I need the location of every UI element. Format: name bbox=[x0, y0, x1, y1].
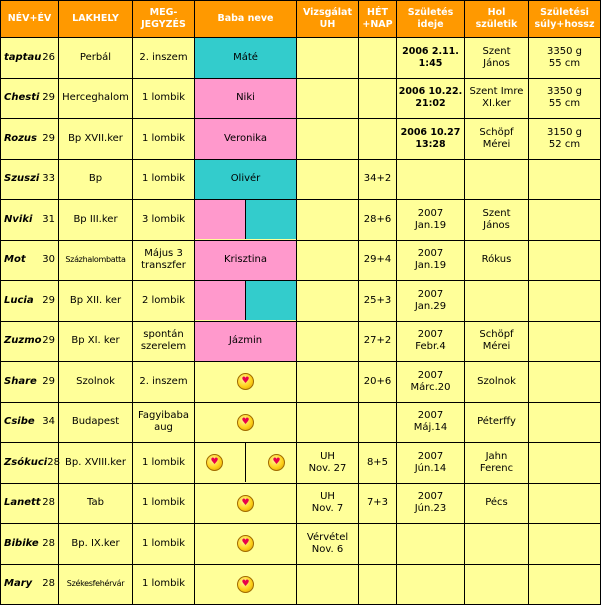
weight-length: 3150 g 52 cm bbox=[547, 126, 582, 150]
header-residence: LAKHELY bbox=[59, 1, 133, 38]
cell-weight-length bbox=[529, 38, 601, 79]
cell-baby bbox=[195, 362, 297, 403]
cell-birth-place bbox=[465, 443, 529, 484]
header-note: MEG- JEGYZÉS bbox=[133, 1, 195, 38]
cell-birth-date bbox=[397, 281, 465, 322]
cell-week-day bbox=[359, 159, 397, 200]
cell-birth-place bbox=[465, 483, 529, 524]
note: 2 lombik bbox=[141, 294, 186, 306]
cell-name-age bbox=[1, 524, 59, 565]
birth-place: Jahn Ferenc bbox=[479, 450, 514, 474]
cell-birth-date bbox=[397, 483, 465, 524]
baby-name: Veronika bbox=[223, 132, 268, 144]
birth-date: 2007 Febr.4 bbox=[415, 329, 446, 353]
cell-note bbox=[133, 402, 195, 443]
cell-birth-date bbox=[397, 524, 465, 565]
girl-swatch bbox=[195, 200, 245, 239]
week-day: 7+3 bbox=[366, 497, 389, 509]
table-row bbox=[1, 321, 601, 362]
cell-week-day bbox=[359, 402, 397, 443]
cell-birth-place bbox=[465, 321, 529, 362]
note: 3 lombik bbox=[141, 213, 186, 225]
header-name-age: NÉV+ÉV bbox=[1, 1, 59, 38]
residence: Székesfehérvár bbox=[66, 579, 125, 589]
nickname: Bibike bbox=[4, 537, 39, 549]
cell-week-day bbox=[359, 524, 397, 565]
cell-week-day bbox=[359, 443, 397, 484]
weight-length: 3350 g 55 cm bbox=[547, 86, 582, 110]
twin-hearts bbox=[195, 443, 296, 482]
nickname: taptau bbox=[4, 51, 42, 63]
nickname: Rozus bbox=[4, 132, 37, 144]
cell-birth-place bbox=[465, 78, 529, 119]
cell-residence bbox=[59, 483, 133, 524]
note: 1 lombik bbox=[141, 132, 186, 144]
cell-ultrasound bbox=[297, 564, 359, 605]
cell-birth-date bbox=[397, 402, 465, 443]
cell-birth-date bbox=[397, 240, 465, 281]
cell-birth-place bbox=[465, 119, 529, 160]
cell-note bbox=[133, 281, 195, 322]
age: 34 bbox=[42, 416, 55, 428]
cell-residence bbox=[59, 564, 133, 605]
table-row bbox=[1, 443, 601, 484]
header-weight-length: Születési súly+hossz bbox=[529, 1, 601, 38]
residence: Bp XVII.ker bbox=[68, 132, 123, 144]
cell-name-age bbox=[1, 483, 59, 524]
week-day: 20+6 bbox=[363, 375, 392, 387]
age: 28 bbox=[47, 456, 60, 468]
cell-residence bbox=[59, 321, 133, 362]
table-row bbox=[1, 200, 601, 241]
residence: Budapest bbox=[71, 416, 120, 428]
cell-residence bbox=[59, 402, 133, 443]
cell-birth-date bbox=[397, 78, 465, 119]
cell-weight-length bbox=[529, 443, 601, 484]
cell-name-age bbox=[1, 200, 59, 241]
birth-date: 2007 Márc.20 bbox=[410, 369, 451, 393]
nickname: Csibe bbox=[4, 416, 35, 428]
header-row bbox=[1, 1, 601, 38]
residence: Szolnok bbox=[76, 375, 115, 387]
birth-date: 2007 Máj.14 bbox=[413, 410, 448, 434]
cell-weight-length bbox=[529, 524, 601, 565]
cell-name-age bbox=[1, 159, 59, 200]
header-baby-name: Baba neve bbox=[195, 1, 297, 38]
heart-smiley-icon: ♥ bbox=[237, 576, 254, 593]
cell-week-day bbox=[359, 240, 397, 281]
cell-baby bbox=[195, 240, 297, 281]
heart-smiley-icon: ♥ bbox=[206, 454, 223, 471]
cell-birth-place bbox=[465, 362, 529, 403]
cell-name-age bbox=[1, 38, 59, 79]
cell-residence bbox=[59, 362, 133, 403]
cell-ultrasound bbox=[297, 119, 359, 160]
cell-weight-length bbox=[529, 159, 601, 200]
header-birth-place: Hol születik bbox=[465, 1, 529, 38]
table-row bbox=[1, 119, 601, 160]
age: 33 bbox=[42, 173, 55, 185]
cell-birth-date bbox=[397, 564, 465, 605]
note: 2. inszem bbox=[139, 375, 188, 387]
birth-date: 2006 10.22. 21:02 bbox=[398, 86, 463, 110]
cell-weight-length bbox=[529, 240, 601, 281]
cell-ultrasound bbox=[297, 200, 359, 241]
note: Május 3 transzfer bbox=[141, 248, 186, 272]
birth-date: 2006 2.11. 1:45 bbox=[402, 45, 459, 69]
cell-birth-place bbox=[465, 564, 529, 605]
age: 29 bbox=[42, 335, 55, 347]
cell-note bbox=[133, 483, 195, 524]
cell-residence bbox=[59, 443, 133, 484]
nickname: Zsókuci bbox=[4, 456, 48, 468]
week-day: 27+2 bbox=[363, 335, 392, 347]
age: 30 bbox=[42, 254, 55, 266]
nickname: Lucia bbox=[4, 294, 34, 306]
week-day: 28+6 bbox=[363, 213, 392, 225]
cell-baby bbox=[195, 402, 297, 443]
header-ultrasound: Vizsgálat UH bbox=[297, 1, 359, 38]
table-row bbox=[1, 362, 601, 403]
cell-weight-length bbox=[529, 78, 601, 119]
birth-place: Szent János bbox=[482, 45, 511, 69]
table-row bbox=[1, 483, 601, 524]
note: spontán szerelem bbox=[140, 329, 187, 353]
cell-name-age bbox=[1, 321, 59, 362]
residence: Herceghalom bbox=[62, 92, 129, 104]
note: Fagyibaba aug bbox=[138, 410, 189, 434]
cell-birth-date bbox=[397, 443, 465, 484]
cell-ultrasound bbox=[297, 78, 359, 119]
cell-residence bbox=[59, 240, 133, 281]
cell-birth-date bbox=[397, 119, 465, 160]
cell-weight-length bbox=[529, 564, 601, 605]
birth-place: Schöpf Mérei bbox=[479, 126, 514, 150]
cell-baby bbox=[195, 524, 297, 565]
cell-baby bbox=[195, 483, 297, 524]
cell-weight-length bbox=[529, 321, 601, 362]
birth-date: 2006 10.27 13:28 bbox=[400, 126, 461, 150]
table-row bbox=[1, 78, 601, 119]
cell-note bbox=[133, 564, 195, 605]
nickname: Mot bbox=[4, 254, 26, 266]
residence: Perbál bbox=[79, 51, 112, 63]
birth-place: Szent Imre XI.ker bbox=[469, 86, 524, 110]
baby-name: Máté bbox=[233, 51, 258, 63]
cell-residence bbox=[59, 78, 133, 119]
residence: Százhalombatta bbox=[65, 255, 126, 265]
cell-birth-place bbox=[465, 281, 529, 322]
cell-birth-date bbox=[397, 38, 465, 79]
cell-ultrasound bbox=[297, 483, 359, 524]
divider bbox=[245, 443, 246, 482]
heart-smiley-icon: ♥ bbox=[268, 454, 285, 471]
girl-swatch bbox=[195, 281, 245, 320]
birth-date: 2007 Jan.19 bbox=[414, 207, 447, 231]
header-birth-date: Születés ideje bbox=[397, 1, 465, 38]
cell-week-day bbox=[359, 281, 397, 322]
birth-place: Schöpf Mérei bbox=[479, 329, 514, 353]
cell-ultrasound bbox=[297, 159, 359, 200]
table-row bbox=[1, 159, 601, 200]
week-day: 29+4 bbox=[363, 254, 392, 266]
cell-baby bbox=[195, 159, 297, 200]
note: 1 lombik bbox=[141, 456, 186, 468]
cell-birth-place bbox=[465, 200, 529, 241]
cell-note bbox=[133, 321, 195, 362]
heart-smiley-icon: ♥ bbox=[237, 495, 254, 512]
cell-baby bbox=[195, 200, 297, 241]
week-day: 8+5 bbox=[366, 456, 389, 468]
boy-swatch bbox=[245, 200, 296, 239]
cell-baby bbox=[195, 119, 297, 160]
cell-note bbox=[133, 200, 195, 241]
nickname: Mary bbox=[4, 578, 33, 590]
nickname: Lanett bbox=[4, 497, 41, 509]
cell-week-day bbox=[359, 119, 397, 160]
weight-length: 3350 g 55 cm bbox=[547, 45, 582, 69]
nickname: Zuzmo bbox=[4, 335, 42, 347]
cell-residence bbox=[59, 38, 133, 79]
cell-name-age bbox=[1, 362, 59, 403]
cell-note bbox=[133, 443, 195, 484]
cell-ultrasound bbox=[297, 281, 359, 322]
note: 2. inszem bbox=[139, 51, 188, 63]
cell-ultrasound bbox=[297, 362, 359, 403]
table-row bbox=[1, 281, 601, 322]
note: 1 lombik bbox=[141, 92, 186, 104]
cell-name-age bbox=[1, 78, 59, 119]
baby-name: Olivér bbox=[230, 173, 261, 185]
table-row bbox=[1, 402, 601, 443]
age: 26 bbox=[42, 51, 55, 63]
cell-note bbox=[133, 362, 195, 403]
residence: Bp XII. ker bbox=[69, 294, 122, 306]
cell-week-day bbox=[359, 564, 397, 605]
birth-place: Szent János bbox=[482, 207, 511, 231]
note: 1 lombik bbox=[141, 537, 186, 549]
cell-baby bbox=[195, 38, 297, 79]
age: 28 bbox=[42, 497, 55, 509]
cell-birth-place bbox=[465, 159, 529, 200]
ultrasound: UH Nov. 27 bbox=[308, 450, 347, 474]
cell-name-age bbox=[1, 240, 59, 281]
cell-weight-length bbox=[529, 281, 601, 322]
cell-note bbox=[133, 524, 195, 565]
birth-date: 2007 Jún.14 bbox=[414, 450, 447, 474]
cell-birth-date bbox=[397, 362, 465, 403]
table-row bbox=[1, 240, 601, 281]
table-body bbox=[1, 38, 601, 605]
boy-swatch bbox=[245, 281, 296, 320]
residence: Bp III.ker bbox=[73, 213, 118, 225]
cell-birth-date bbox=[397, 321, 465, 362]
baby-name: Krisztina bbox=[223, 254, 268, 266]
birth-place: Péterffy bbox=[477, 416, 516, 428]
age: 28 bbox=[42, 578, 55, 590]
birth-date: 2007 Jan.29 bbox=[414, 288, 447, 312]
nickname: Share bbox=[4, 375, 37, 387]
cell-residence bbox=[59, 159, 133, 200]
cell-birth-place bbox=[465, 402, 529, 443]
twin-split bbox=[195, 200, 296, 239]
cell-residence bbox=[59, 281, 133, 322]
cell-residence bbox=[59, 524, 133, 565]
cell-week-day bbox=[359, 200, 397, 241]
cell-name-age bbox=[1, 119, 59, 160]
cell-residence bbox=[59, 200, 133, 241]
cell-baby bbox=[195, 281, 297, 322]
week-day: 34+2 bbox=[363, 173, 392, 185]
birth-place: Rókus bbox=[481, 254, 512, 266]
cell-note bbox=[133, 38, 195, 79]
residence: Bp. XVIII.ker bbox=[65, 456, 126, 468]
week-day: 25+3 bbox=[363, 294, 392, 306]
cell-birth-place bbox=[465, 38, 529, 79]
cell-birth-place bbox=[465, 524, 529, 565]
age: 29 bbox=[42, 294, 55, 306]
residence: Bp XI. ker bbox=[71, 335, 120, 347]
age: 29 bbox=[42, 92, 55, 104]
birth-place: Pécs bbox=[485, 497, 508, 509]
cell-weight-length bbox=[529, 402, 601, 443]
cell-weight-length bbox=[529, 119, 601, 160]
cell-baby bbox=[195, 443, 297, 484]
nickname: Nviki bbox=[4, 213, 33, 225]
cell-name-age bbox=[1, 402, 59, 443]
cell-week-day bbox=[359, 362, 397, 403]
header-week-day: HÉT +NAP bbox=[359, 1, 397, 38]
baby-name: Jázmin bbox=[228, 335, 263, 347]
cell-week-day bbox=[359, 321, 397, 362]
cell-ultrasound bbox=[297, 38, 359, 79]
heart-smiley-icon: ♥ bbox=[237, 373, 254, 390]
residence: Bp bbox=[88, 173, 103, 185]
cell-birth-place bbox=[465, 240, 529, 281]
cell-name-age bbox=[1, 281, 59, 322]
cell-ultrasound bbox=[297, 402, 359, 443]
ultrasound: UH Nov. 7 bbox=[311, 491, 344, 515]
age: 29 bbox=[42, 132, 55, 144]
cell-week-day bbox=[359, 38, 397, 79]
note: 1 lombik bbox=[141, 497, 186, 509]
cell-ultrasound bbox=[297, 321, 359, 362]
ultrasound: Vérvétel Nov. 6 bbox=[306, 531, 349, 555]
birth-date: 2007 Jan.19 bbox=[414, 248, 447, 272]
cell-week-day bbox=[359, 483, 397, 524]
cell-ultrasound bbox=[297, 524, 359, 565]
cell-baby bbox=[195, 78, 297, 119]
cell-birth-date bbox=[397, 159, 465, 200]
cell-name-age bbox=[1, 564, 59, 605]
nickname: Szuszi bbox=[4, 173, 40, 185]
cell-weight-length bbox=[529, 362, 601, 403]
age: 29 bbox=[42, 375, 55, 387]
cell-baby bbox=[195, 564, 297, 605]
birth-place: Szolnok bbox=[477, 375, 516, 387]
baby-name: Niki bbox=[236, 92, 255, 104]
cell-note bbox=[133, 240, 195, 281]
birth-date: 2007 Jún.23 bbox=[414, 491, 447, 515]
cell-birth-date bbox=[397, 200, 465, 241]
heart-smiley-icon: ♥ bbox=[237, 414, 254, 431]
cell-note bbox=[133, 119, 195, 160]
residence: Bp. IX.ker bbox=[71, 537, 120, 549]
age: 31 bbox=[42, 213, 55, 225]
cell-note bbox=[133, 159, 195, 200]
nickname: Chesti bbox=[4, 92, 40, 104]
residence: Tab bbox=[87, 497, 104, 509]
cell-note bbox=[133, 78, 195, 119]
cell-residence bbox=[59, 119, 133, 160]
heart-smiley-icon: ♥ bbox=[237, 535, 254, 552]
table-row bbox=[1, 38, 601, 79]
cell-week-day bbox=[359, 78, 397, 119]
cell-baby bbox=[195, 321, 297, 362]
cell-ultrasound bbox=[297, 443, 359, 484]
age: 28 bbox=[42, 537, 55, 549]
cell-weight-length bbox=[529, 483, 601, 524]
cell-name-age bbox=[1, 443, 59, 484]
cell-weight-length bbox=[529, 200, 601, 241]
twin-split bbox=[195, 281, 296, 320]
note: 1 lombik bbox=[141, 578, 186, 590]
note: 1 lombik bbox=[141, 173, 186, 185]
cell-ultrasound bbox=[297, 240, 359, 281]
table-row bbox=[1, 564, 601, 605]
table-row bbox=[1, 524, 601, 565]
